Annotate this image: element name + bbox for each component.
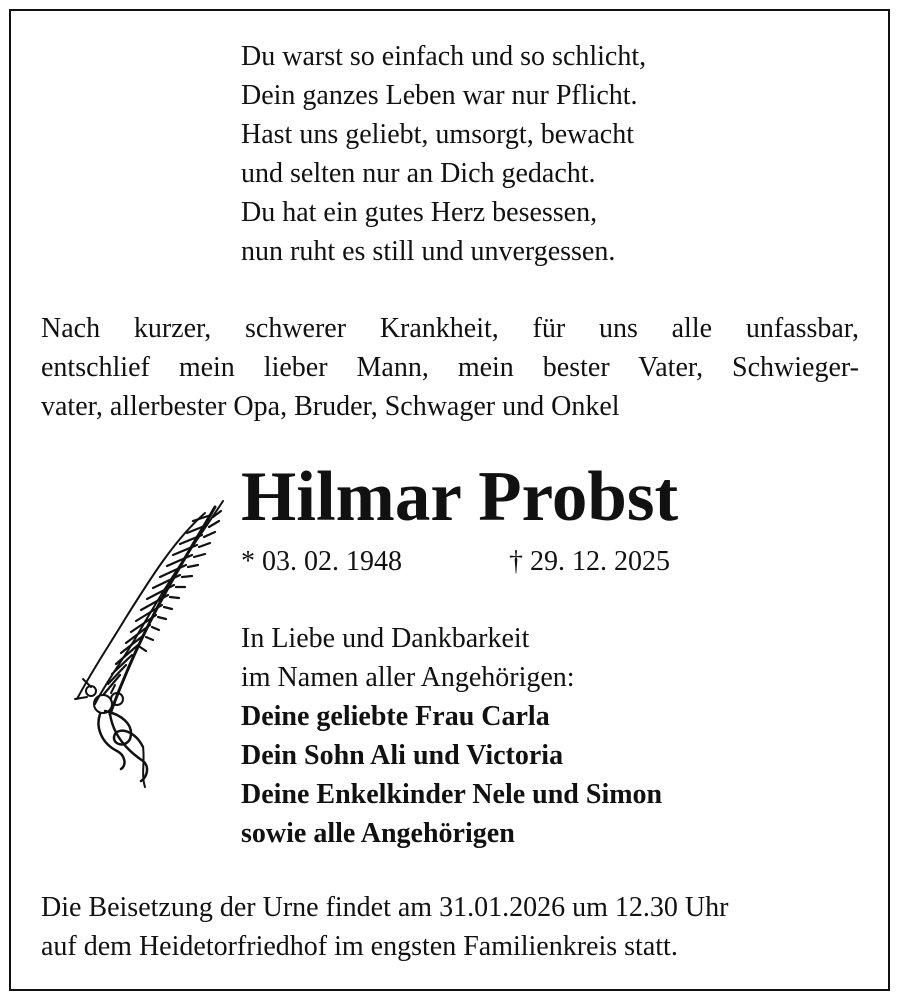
burial-line: Die Beisetzung der Urne findet am 31.01.2026 um 12.30 Uhr bbox=[41, 892, 729, 923]
palm-frond-icon bbox=[55, 499, 230, 791]
mourners-line: In Liebe und Dankbarkeit bbox=[241, 623, 530, 654]
poem-line: Hast uns geliebt, umsorgt, bewacht bbox=[241, 119, 634, 150]
mourners-block bbox=[241, 619, 662, 853]
announcement-text bbox=[41, 309, 859, 426]
death-date: † 29. 12. 2025 bbox=[509, 546, 670, 577]
obituary-card bbox=[9, 9, 890, 991]
poem-line: Dein ganzes Leben war nur Pflicht. bbox=[241, 80, 638, 111]
announcement-line: vater, allerbester Opa, Bruder, Schwager und Onkel bbox=[41, 391, 620, 422]
mourner-name: sowie alle Angehörigen bbox=[241, 818, 515, 849]
mourner-name: Deine Enkelkinder Nele und Simon bbox=[241, 779, 663, 810]
poem-line: und selten nur an Dich gedacht. bbox=[241, 158, 596, 189]
birth-date: * 03. 02. 1948 bbox=[241, 546, 402, 577]
mourners-line: im Namen aller Angehörigen: bbox=[241, 662, 575, 693]
poem-line: nun ruht es still und unvergessen. bbox=[241, 236, 616, 267]
life-dates bbox=[241, 543, 670, 581]
burial-notice bbox=[41, 888, 728, 966]
announcement-line: Nach kurzer, schwerer Krankheit, für uns alle unfassbar, bbox=[41, 313, 859, 344]
announcement-line: entschlief mein lieber Mann, mein bester Vater, Schwieger- bbox=[41, 352, 859, 383]
mourner-name: Dein Sohn Ali und Victoria bbox=[241, 740, 564, 771]
burial-line: auf dem Heidetorfriedhof im engsten Familienkreis statt. bbox=[41, 931, 678, 962]
poem-line: Du hat ein gutes Herz besessen, bbox=[241, 197, 598, 228]
deceased-name: Hilmar Probst bbox=[241, 458, 679, 536]
mourner-name: Deine geliebte Frau Carla bbox=[241, 701, 550, 732]
poem-line: Du warst so einfach und so schlicht, bbox=[241, 41, 647, 72]
memorial-poem bbox=[241, 37, 646, 271]
